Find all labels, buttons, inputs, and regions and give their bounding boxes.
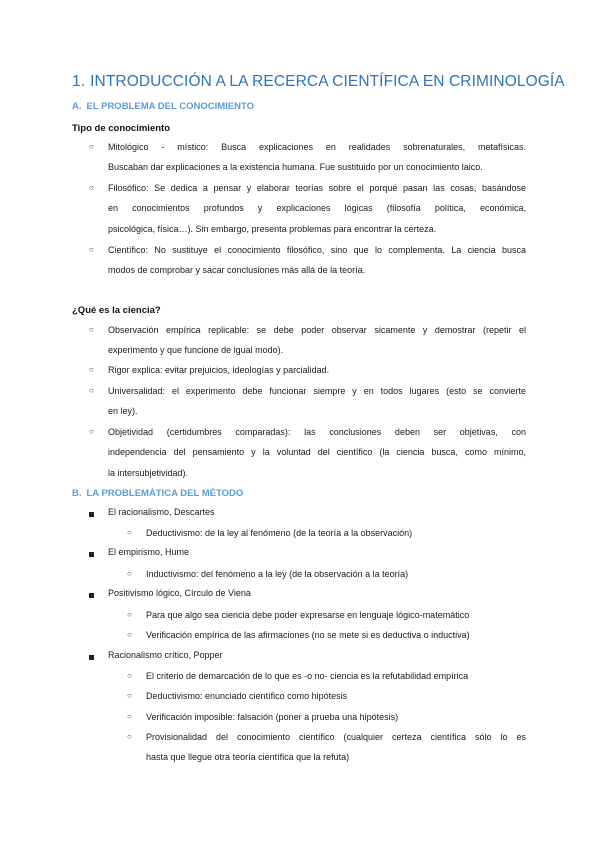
group-label-racionalismo: El racionalismo, Descartes [108,507,215,517]
sub-item-verificacion-empirica [146,625,526,645]
item-line: Mitológico - místico: Busca explicaciones en realidades sobrenaturales, metafísicas. [108,142,526,152]
filled-square-bullet-icon [89,512,94,517]
item-line: Observación empírica replicable: se debe poder observar sicamente y demostrar (repetir el [108,325,526,335]
subheading-tipo-conocimiento: Tipo de conocimiento [72,123,170,134]
sub-item-deductivismo-hipotesis [146,686,526,706]
circle-outline-bullet-icon: ○ [89,245,94,254]
item-line: Universalidad: el experimento debe funcionar siempre y en todos lugares (esto se convierte [108,386,526,396]
circle-outline-bullet-icon: ○ [89,183,94,192]
circle-outline-bullet-icon: ○ [127,569,132,578]
subheading-que-es-ciencia: ¿Qué es la ciencia? [72,305,161,316]
circle-outline-bullet-icon: ○ [127,691,132,700]
sub-item-demarcacion [146,666,526,686]
list-item-rigor [108,360,526,380]
item-line: experimento y que funcione de igual modo). [108,345,284,356]
circle-outline-bullet-icon: ○ [89,386,94,395]
item-line: Verificación empírica de las afirmaciones (no se mete si es deductiva o inductiva) [146,630,470,640]
group-label-positivismo: Positivismo lógico, Círculo de Viena [108,588,251,598]
circle-outline-bullet-icon: ○ [127,671,132,680]
circle-outline-bullet-icon: ○ [89,325,94,334]
sub-item-lenguaje-logico [146,605,526,625]
circle-outline-bullet-icon: ○ [127,610,132,619]
item-line: Objetividad (certidumbres comparadas): las conclusiones deben ser objetivas, con [108,427,526,437]
list-item-filosofico [108,178,526,239]
circle-outline-bullet-icon: ○ [89,365,94,374]
section-b-title: LA PROBLEMÁTICA DEL MÉTODO [86,488,244,499]
heading-title: INTRODUCCIÓN A LA RECERCA CIENTÍFICA EN CRIMINOLOGÍA [90,73,565,90]
sub-item-inductivismo [146,564,526,584]
item-line: Buscaban dar explicaciones a la existencia humana. Fue sustituido por un conocimiento laico. [108,162,483,173]
list-item-objetividad [108,422,526,483]
section-a-title: EL PROBLEMA DEL CONOCIMIENTO [86,101,254,112]
sub-item-provisionalidad [146,727,526,768]
item-line: Para que algo sea ciencia debe poder expresarse en lenguaje lógico-matemático [146,610,470,620]
item-line: Verificación imposible: falsación (poner a prueba una hipótesis) [146,712,399,722]
list-item-observacion [108,320,526,361]
item-line: modos de comprobar y sacar conclusiones más allá de la teoría. [108,265,366,276]
circle-outline-bullet-icon: ○ [127,630,132,639]
group-label-empirismo: El empirismo, Hume [108,547,190,557]
filled-square-bullet-icon [89,593,94,598]
document-heading [72,73,565,91]
section-a-letter: A. [72,101,82,112]
group-label-racionalismo-critico: Racionalismo crítico, Popper [108,650,223,660]
item-line: Científico: No sustituye el conocimiento filosófico, sino que lo complementa. La ciencia busca [108,245,526,255]
circle-outline-bullet-icon: ○ [127,712,132,721]
list-item-cientifico [108,240,526,281]
sub-item-falsacion [146,707,526,727]
list-item-universalidad [108,381,526,422]
item-line: psicológica, física…). Sin embargo, presenta problemas para encontrar la certeza. [108,223,437,234]
item-line: Filosófico: Se dedica a pensar y elaborar teorías sobre el porqué pasan las cosas, basándose [108,183,526,193]
list-item-mitologico [108,137,526,178]
section-b-heading [72,488,243,499]
section-b-letter: B. [72,488,82,499]
item-line: Provisionalidad del conocimiento científico (cualquier certeza científica sólo lo es [146,732,526,742]
item-line: en conocimientos profundos y explicaciones lógicas (filosofía política, económica, [108,203,526,214]
circle-outline-bullet-icon: ○ [127,732,132,741]
heading-number: 1. [72,73,86,90]
item-line: hasta que llegue otra teoría científica que la refuta) [146,752,350,763]
item-line: Deductivismo: de la ley al fenómeno (de la teoría a la observación) [146,528,413,538]
item-line: Rigor explica: evitar prejuicios, ideologías y parcialidad. [108,365,330,375]
item-line: la intersubjetividad). [108,467,189,478]
circle-outline-bullet-icon: ○ [89,427,94,436]
section-a-heading [72,101,254,112]
filled-square-bullet-icon [89,552,94,557]
item-line: El criterio de demarcación de lo que es -o no- ciencia es la refutabilidad empírica [146,671,469,681]
item-line: independencia del pensamiento y la voluntad del científico (la ciencia busca, como mínimo, [108,447,526,458]
circle-outline-bullet-icon: ○ [89,142,94,151]
item-line: en ley). [108,406,138,417]
filled-square-bullet-icon [89,655,94,660]
item-line: Deductivismo: enunciado científico como hipótesis [146,691,348,701]
sub-item-deductivismo [146,523,526,543]
item-line: Inductivismo: del fenómeno a la ley (de la observación a la teoría) [146,569,409,579]
circle-outline-bullet-icon: ○ [127,528,132,537]
